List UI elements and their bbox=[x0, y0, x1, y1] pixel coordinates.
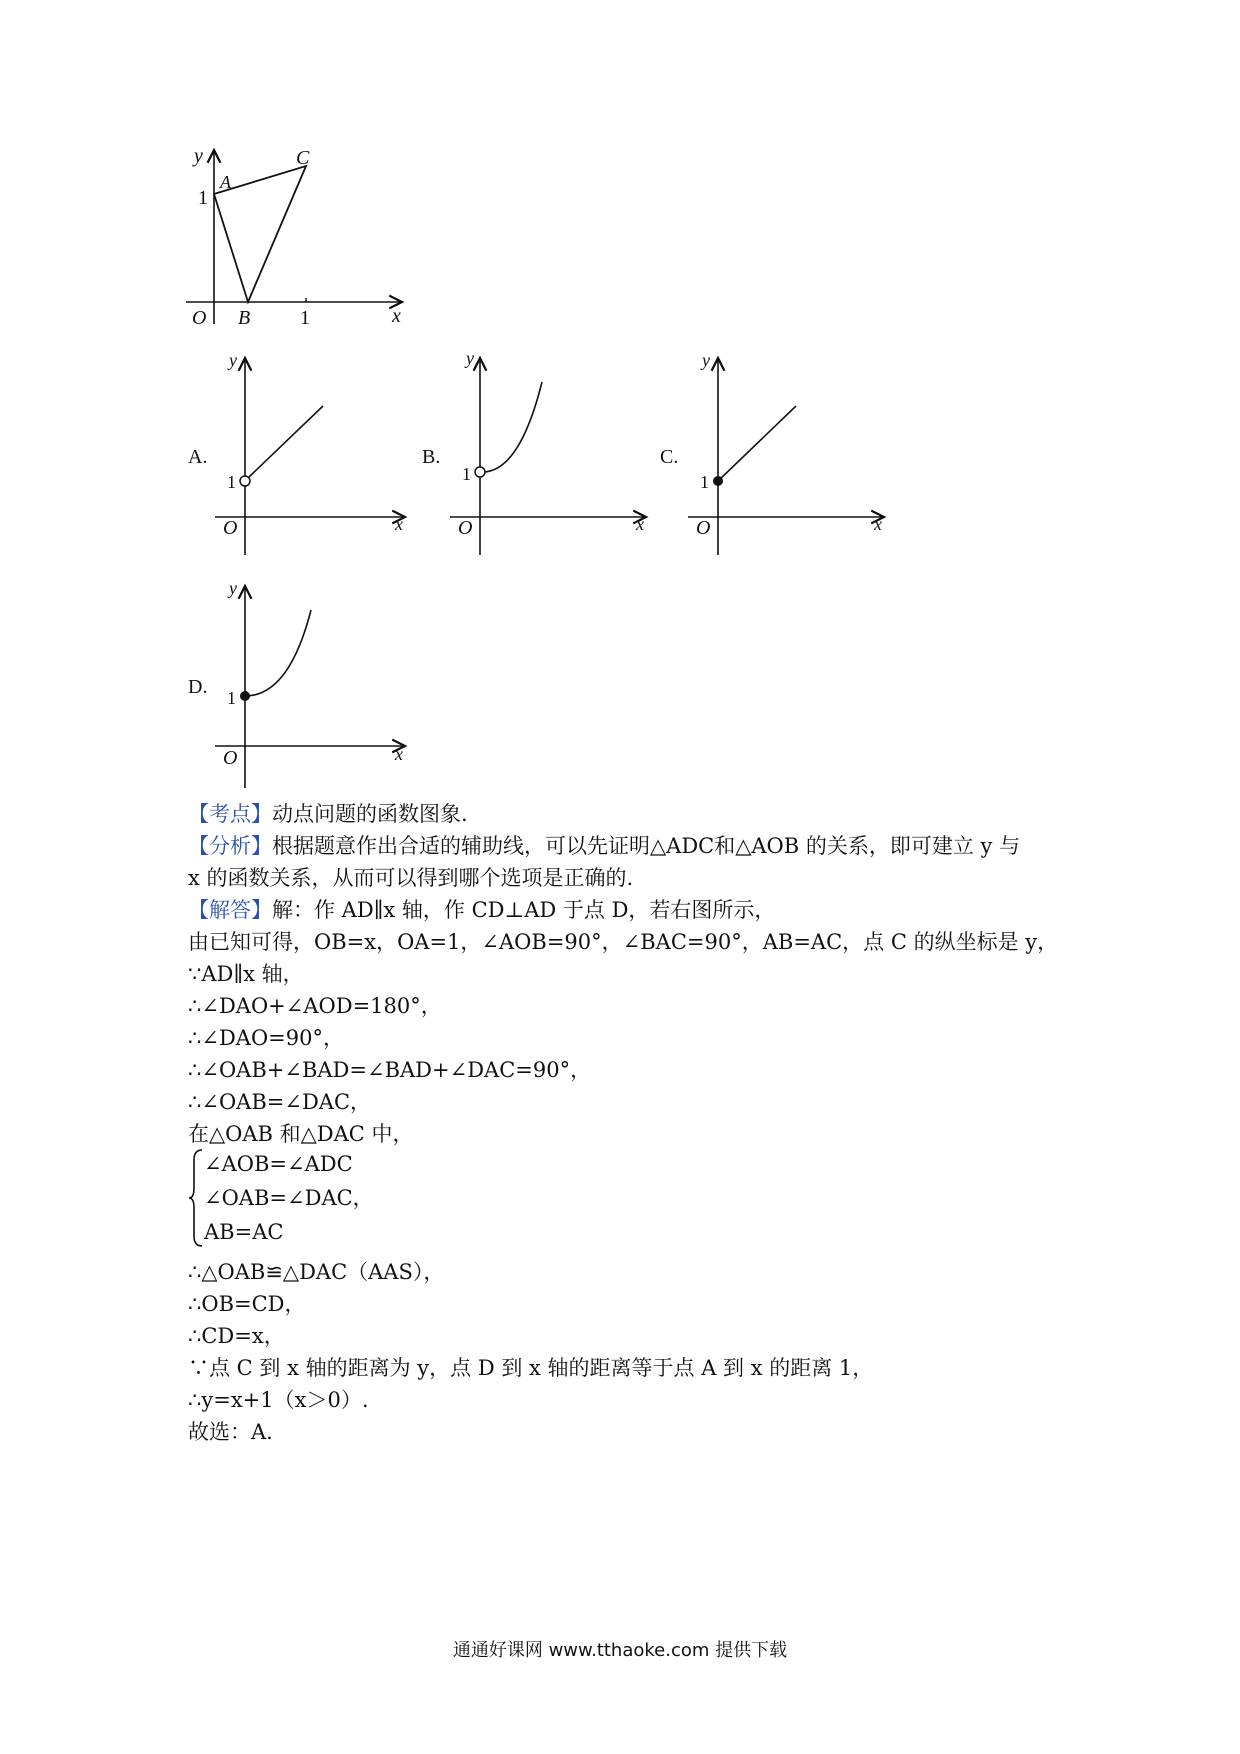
option-b-graph bbox=[450, 350, 650, 560]
svg-text:1: 1 bbox=[227, 472, 236, 492]
kaodian-line bbox=[188, 800, 468, 828]
svg-text:x: x bbox=[395, 514, 403, 534]
fenxi-tag: 【分析】 bbox=[188, 834, 272, 858]
triangle-figure bbox=[180, 148, 420, 328]
solution-line: 由已知可得，OB=x，OA=1，∠AOB=90°，∠BAC=90°，AB=AC，点 C 的纵坐标是 y， bbox=[188, 930, 1059, 954]
option-a-label: A. bbox=[188, 446, 208, 468]
svg-text:x: x bbox=[874, 514, 882, 534]
filled-point bbox=[240, 691, 250, 701]
x-axis-label: x bbox=[392, 305, 401, 327]
curve-graph bbox=[245, 610, 311, 696]
option-b-label: B. bbox=[422, 446, 441, 468]
y-axis-label: y bbox=[194, 148, 203, 167]
kaodian-tag: 【考点】 bbox=[188, 802, 272, 826]
system-line: ∠AOB=∠ADC bbox=[204, 1152, 353, 1176]
fenxi-line-2: x 的函数关系，从而可以得到哪个选项是正确的. bbox=[188, 866, 634, 890]
option-c-label: C. bbox=[660, 446, 679, 468]
origin-label: O bbox=[192, 307, 207, 328]
solution-line: ∴∠OAB=∠DAC， bbox=[188, 1090, 372, 1114]
svg-text:O: O bbox=[223, 747, 238, 769]
y-one-label: 1 bbox=[198, 187, 208, 209]
filled-point bbox=[713, 476, 723, 486]
jieda-tag: 【解答】 bbox=[188, 898, 272, 922]
equation-system bbox=[188, 1146, 388, 1250]
svg-text:y: y bbox=[229, 350, 237, 370]
svg-text:x: x bbox=[395, 744, 403, 764]
x-one-label: 1 bbox=[300, 307, 310, 328]
fenxi-text: 根据题意作出合适的辅助线，可以先证明△ADC和△AOB 的关系，即可建立 y 与 bbox=[272, 834, 1021, 858]
solution-line: ∴CD=x， bbox=[188, 1324, 285, 1348]
solution-line: ∴y=x+1（x＞0）. bbox=[188, 1388, 369, 1412]
svg-text:y: y bbox=[229, 578, 237, 598]
fenxi-line-1 bbox=[188, 832, 1020, 860]
open-point bbox=[240, 476, 250, 486]
solution-line: ∵AD∥x 轴， bbox=[188, 962, 304, 986]
kaodian-text: 动点问题的函数图象. bbox=[272, 802, 468, 826]
left-brace bbox=[188, 1146, 204, 1250]
svg-text:O: O bbox=[458, 517, 473, 539]
system-line: ∠OAB=∠DAC， bbox=[204, 1186, 374, 1210]
solution-line: ∴OB=CD， bbox=[188, 1292, 306, 1316]
point-b-label: B bbox=[238, 307, 251, 328]
jieda-text: 解：作 AD∥x 轴，作 CD⊥AD 于点 D，若右图所示， bbox=[272, 898, 776, 922]
svg-text:y: y bbox=[466, 350, 474, 368]
svg-text:1: 1 bbox=[700, 472, 709, 492]
solution-line: 故选：A. bbox=[188, 1420, 273, 1444]
open-point bbox=[475, 467, 485, 477]
option-d-graph bbox=[215, 578, 415, 790]
line-graph bbox=[249, 406, 323, 477]
option-d-label: D. bbox=[188, 676, 208, 698]
solution-line: ∴△OAB≌△DAC（AAS）， bbox=[188, 1260, 445, 1284]
svg-text:O: O bbox=[696, 517, 711, 539]
solution-line: 在△OAB 和△DAC 中， bbox=[188, 1122, 414, 1146]
option-a-graph bbox=[215, 350, 415, 560]
svg-text:1: 1 bbox=[462, 464, 471, 484]
solution-line: ∴∠DAO=90°， bbox=[188, 1026, 344, 1050]
system-line: AB=AC bbox=[204, 1220, 284, 1244]
point-a-label: A bbox=[220, 172, 231, 192]
svg-text:y: y bbox=[702, 350, 710, 370]
jieda-line bbox=[188, 896, 775, 924]
point-c-label: C bbox=[296, 148, 310, 169]
svg-text:1: 1 bbox=[227, 688, 236, 708]
curve-graph bbox=[484, 382, 542, 472]
line-graph bbox=[718, 406, 796, 481]
page-footer: 通通好课网 www.tthaoke.com 提供下载 bbox=[452, 1640, 788, 1661]
solution-line: ∴∠DAO+∠AOD=180°， bbox=[188, 994, 442, 1018]
option-c-graph bbox=[688, 350, 888, 560]
svg-text:O: O bbox=[223, 517, 238, 539]
solution-line: ∵点 C 到 x 轴的距离为 y，点 D 到 x 轴的距离等于点 A 到 x 的距离 1， bbox=[188, 1356, 874, 1380]
solution-line: ∴∠OAB+∠BAD=∠BAD+∠DAC=90°， bbox=[188, 1058, 592, 1082]
svg-text:x: x bbox=[636, 514, 644, 534]
